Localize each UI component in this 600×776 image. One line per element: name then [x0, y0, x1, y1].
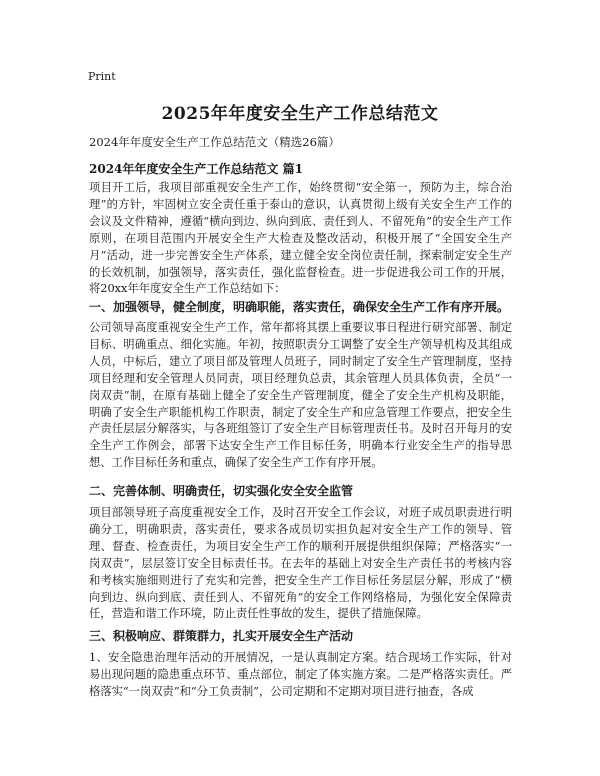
paragraph-section-1: 公司领导高度重视安全生产工作，常年都将其摆上重要议事日程进行研究部署、制定目标、明确重点、细化实施。年初，按照职责分工调整了安全生产领导机构及其组成人员，中标后，建立了项目部及管理人员班子，同时制定了安全生产管理制度，坚持项目经理和安全管理人员同责，项目经理负总责，其余管理人员具体负责，全员“一岗双责”制，在原有基础上健全了安全生产管理制度，健全了安全生产机构及职能，明确了安全生产职能机构工作职责，制定了安全生产和应急管理工作要点，把安全生产责任层层分解落实，与各班组签订了安全生产目标管理责任书。及时召开每月的安全生产工作例会，部署下达安全生产工作目标任务，明确本行业安全生产的指导思想、工作目标任务和重点，确保了安全生产工作有序开展。	[89, 321, 512, 470]
document-title: 2025年年度安全生产工作总结范文	[161, 104, 439, 124]
article-heading: 2024年年度安全生产工作总结范文 篇1	[89, 162, 303, 176]
paragraph-section-3: 1、安全隐患治理年活动的开展情况，一是认真制定方案。结合现场工作实际，针对易出现问题的隐患重点环节、重点部位，制定了体实施方案。二是严格落实责任。严格落实“一岗双责”和“分工负责制”，公司定期和不定期对项目进行抽查，各成	[89, 651, 512, 698]
paragraph-intro: 项目开工后，我项目部重视安全生产工作，始终贯彻“安全第一，预防为主，综合治理”的方针，牢固树立安全责任重于泰山的意识，认真贯彻上级有关安全生产工作的会议及文件精神，遵循“横向到边、纵向到底、责任到人、不留死角”的安全生产工作原则，在项目范围内开展安全生产大检查及整改活动，积极开展了“全国安全生产月”活动，进一步完善安全生产体系，建立健全安全岗位责任制，探索制定安全生产的长效机制，加强领导，落实责任，强化监督检查。进一步促进我公司工作的开展，将20xx年年度安全生产工作总结如下：	[89, 181, 512, 296]
paragraph-section-2: 项目部领导班子高度重视安全工作，及时召开安全工作会议，对班子成员职责进行明确分工，明确职责，落实责任，要求各成员切实担负起对安全生产工作的领导、管理、督查、检查责任，为项目安全生产工作的顺利开展提供组织保障；严格落实“一岗双责”，层层签订安全目标责任书。在去年的基础上对安全生产责任书的考核内容和考核实施细则进行了充实和完善，把安全生产工作目标任务层层分解，形成了“横向到边、纵向到底、责任到人、不留死角”的安全工作网络格局，为强化安全保障责任，营造和谐工作环境，防止责任性事故的发生，提供了措施保障。	[89, 506, 512, 621]
print-link[interactable]: Print	[88, 70, 116, 83]
section-heading-3: 三、积极响应、群策群力，扎实开展安全生产活动	[89, 629, 354, 643]
section-heading-1: 一、加强领导，健全制度，明确职能，落实责任，确保安全生产工作有序开展。	[89, 300, 510, 314]
section-heading-2: 二、完善体制、明确责任，切实强化安全安全监管	[89, 484, 354, 498]
document-subtitle: 2024年年度安全生产工作总结范文（精选26篇）	[89, 135, 340, 149]
